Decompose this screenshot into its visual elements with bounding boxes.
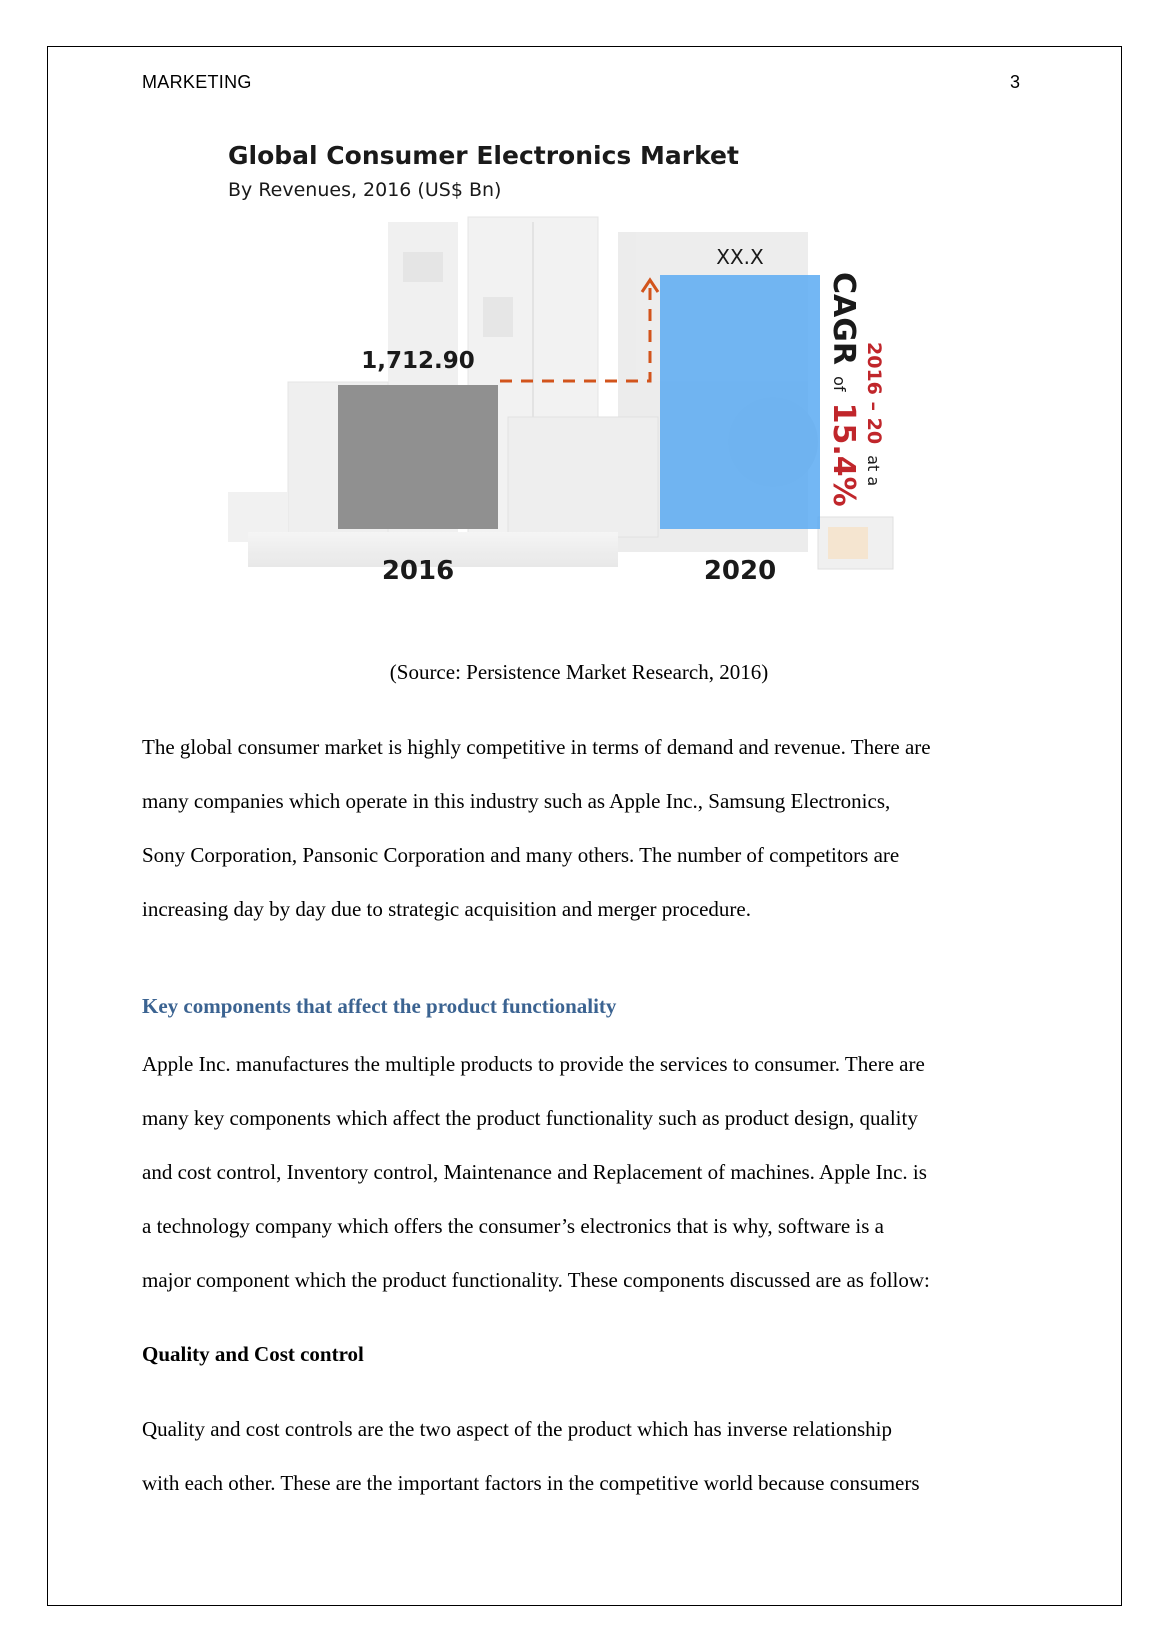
paragraph-line: a technology company which offers the consumer’s electronics that is why, software is a <box>142 1214 884 1238</box>
running-header-title: MARKETING <box>142 72 252 92</box>
data-label-2016: 1,712.90 <box>361 348 475 374</box>
section-heading-key-components: Key components that affect the product functionality <box>142 994 617 1018</box>
data-label-2020: XX.X <box>716 245 764 269</box>
paragraph-line: major component which the product functionality. These components discussed are as follow: <box>142 1268 930 1292</box>
cagr-at-a: at a <box>864 455 883 487</box>
market-chart <box>228 132 948 607</box>
category-label-2016: 2016 <box>381 556 455 586</box>
cagr-of: of <box>830 376 849 392</box>
category-label-2020: 2020 <box>703 556 777 586</box>
section-heading-quality-cost: Quality and Cost control <box>142 1342 364 1366</box>
cagr-percent: 15.4% <box>826 402 861 507</box>
paragraph-line: Apple Inc. manufactures the multiple products to provide the services to consumer. There are <box>142 1052 925 1076</box>
bar-2020 <box>660 275 820 529</box>
paragraph-quality-cost <box>142 1402 920 1510</box>
paragraph-line: with each other. These are the important factors in the competitive world because consumers <box>142 1471 920 1495</box>
cagr-main: CAGR <box>826 272 861 365</box>
svg-text:CAGR of 15.4% <box>826 272 861 507</box>
paragraph-line: Quality and cost controls are the two aspect of the product which has inverse relationship <box>142 1417 892 1441</box>
chart-title: Global Consumer Electronics Market <box>228 141 739 170</box>
paragraph-line: Sony Corporation, Pansonic Corporation and many others. The number of competitors are <box>142 843 900 867</box>
paragraph-line: many key components which affect the product functionality such as product design, quality <box>142 1106 918 1130</box>
paragraph-key-components <box>142 1037 930 1307</box>
paragraph-competition <box>142 720 931 936</box>
paragraph-line: many companies which operate in this industry such as Apple Inc., Samsung Electronics, <box>142 789 891 813</box>
page-number: 3 <box>1010 72 1021 92</box>
cagr-period: 2016 – 20 <box>863 342 885 445</box>
bar-2016 <box>338 385 498 529</box>
figure-caption: (Source: Persistence Market Research, 2016) <box>389 660 769 684</box>
paragraph-line: increasing day by day due to strategic acquisition and merger procedure. <box>142 897 751 921</box>
cagr-annotation <box>826 272 885 507</box>
market-chart-figure <box>228 132 948 607</box>
chart-subtitle: By Revenues, 2016 (US$ Bn) <box>228 179 502 201</box>
paragraph-line: and cost control, Inventory control, Maintenance and Replacement of machines. Apple Inc. is <box>142 1160 927 1184</box>
paragraph-line: The global consumer market is highly competitive in terms of demand and revenue. There are <box>142 735 931 759</box>
svg-text:2016 – 20 at a <box>863 342 885 486</box>
